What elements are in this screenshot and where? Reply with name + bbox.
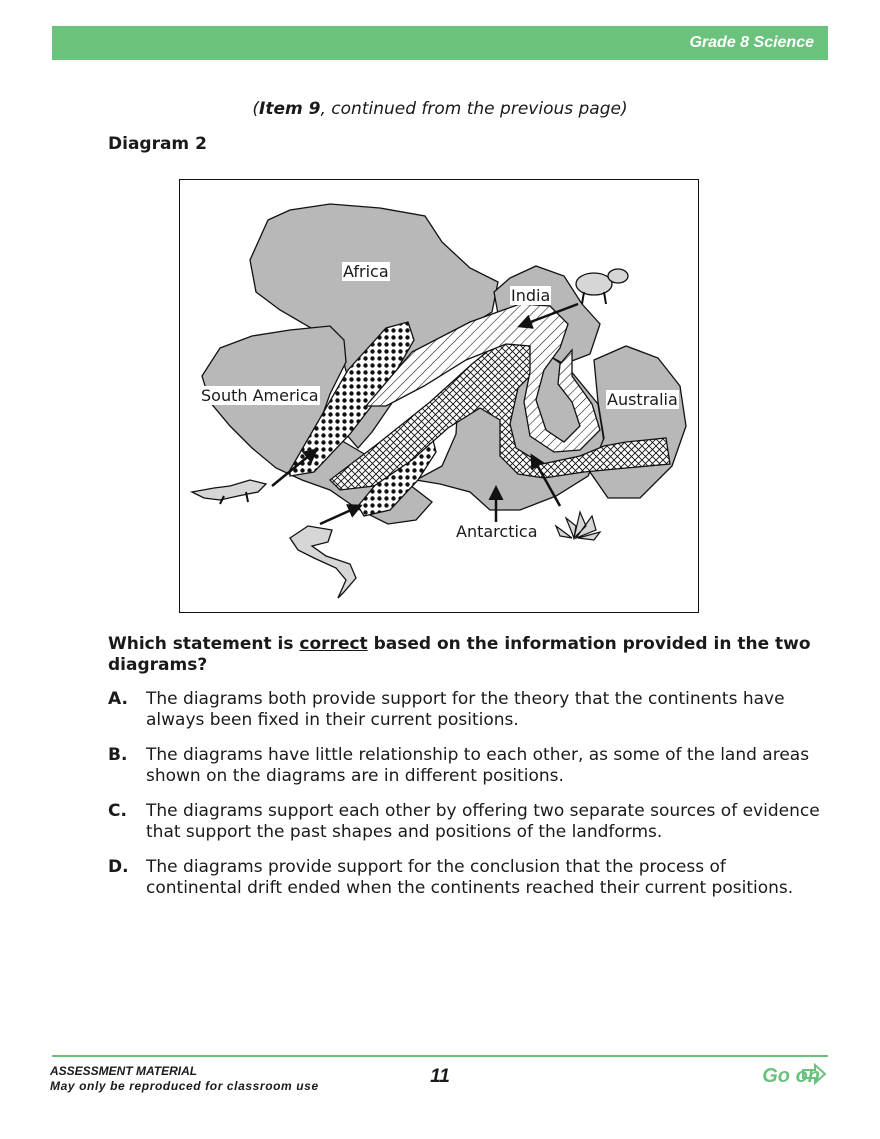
glossopteris-icon	[556, 512, 600, 540]
question-emphasis: correct	[299, 634, 368, 654]
subject-label: Grade 8 Science	[689, 34, 814, 51]
diagram-figure	[179, 179, 699, 613]
diagram-title: Diagram 2	[108, 134, 207, 154]
footer-divider	[52, 1055, 828, 1057]
question-stem: Which statement is correct based on the information provided in the two diagrams?	[108, 634, 811, 675]
label-africa: Africa	[343, 262, 389, 281]
footer-line-2: May only be reproduced for classroom use	[50, 1079, 319, 1093]
choice-letter: C.	[108, 801, 127, 821]
cynognathus-icon	[192, 480, 266, 504]
label-india: India	[511, 286, 551, 305]
arrow-africa-south	[320, 506, 360, 524]
mesosaurus-icon	[290, 526, 356, 598]
choice-text: The diagrams provide support for the conclusion that the process of continental drift ended when the continents reached their current positions.	[146, 857, 794, 898]
go-on-link[interactable]: Go on	[762, 1065, 820, 1087]
label-south-america: South America	[201, 386, 319, 405]
footer-line-1: ASSESSMENT MATERIAL	[50, 1064, 198, 1078]
label-antarctica: Antarctica	[456, 522, 538, 541]
choice-letter: D.	[108, 857, 129, 877]
choice-text: The diagrams support each other by offering two separate sources of evidence that support the past shapes and positions of the landforms.	[146, 801, 820, 842]
label-australia: Australia	[607, 390, 678, 409]
choice-text: The diagrams have little relationship to each other, as some of the land areas shown on the diagrams are in different positions.	[146, 745, 810, 786]
right-arrow-icon[interactable]	[801, 1063, 827, 1085]
page-number: 11	[430, 1066, 450, 1087]
continued-note: (Item 9, continued from the previous page)	[252, 99, 628, 119]
choice-letter: A.	[108, 689, 128, 709]
choice-letter: B.	[108, 745, 128, 765]
choice-text: The diagrams both provide support for the theory that the continents have always been fixed in their current positions.	[146, 689, 785, 730]
item-reference: Item 9	[259, 99, 321, 119]
header-bar	[52, 26, 828, 60]
australia-landmass	[590, 346, 686, 498]
lystrosaurus-icon	[576, 269, 628, 304]
